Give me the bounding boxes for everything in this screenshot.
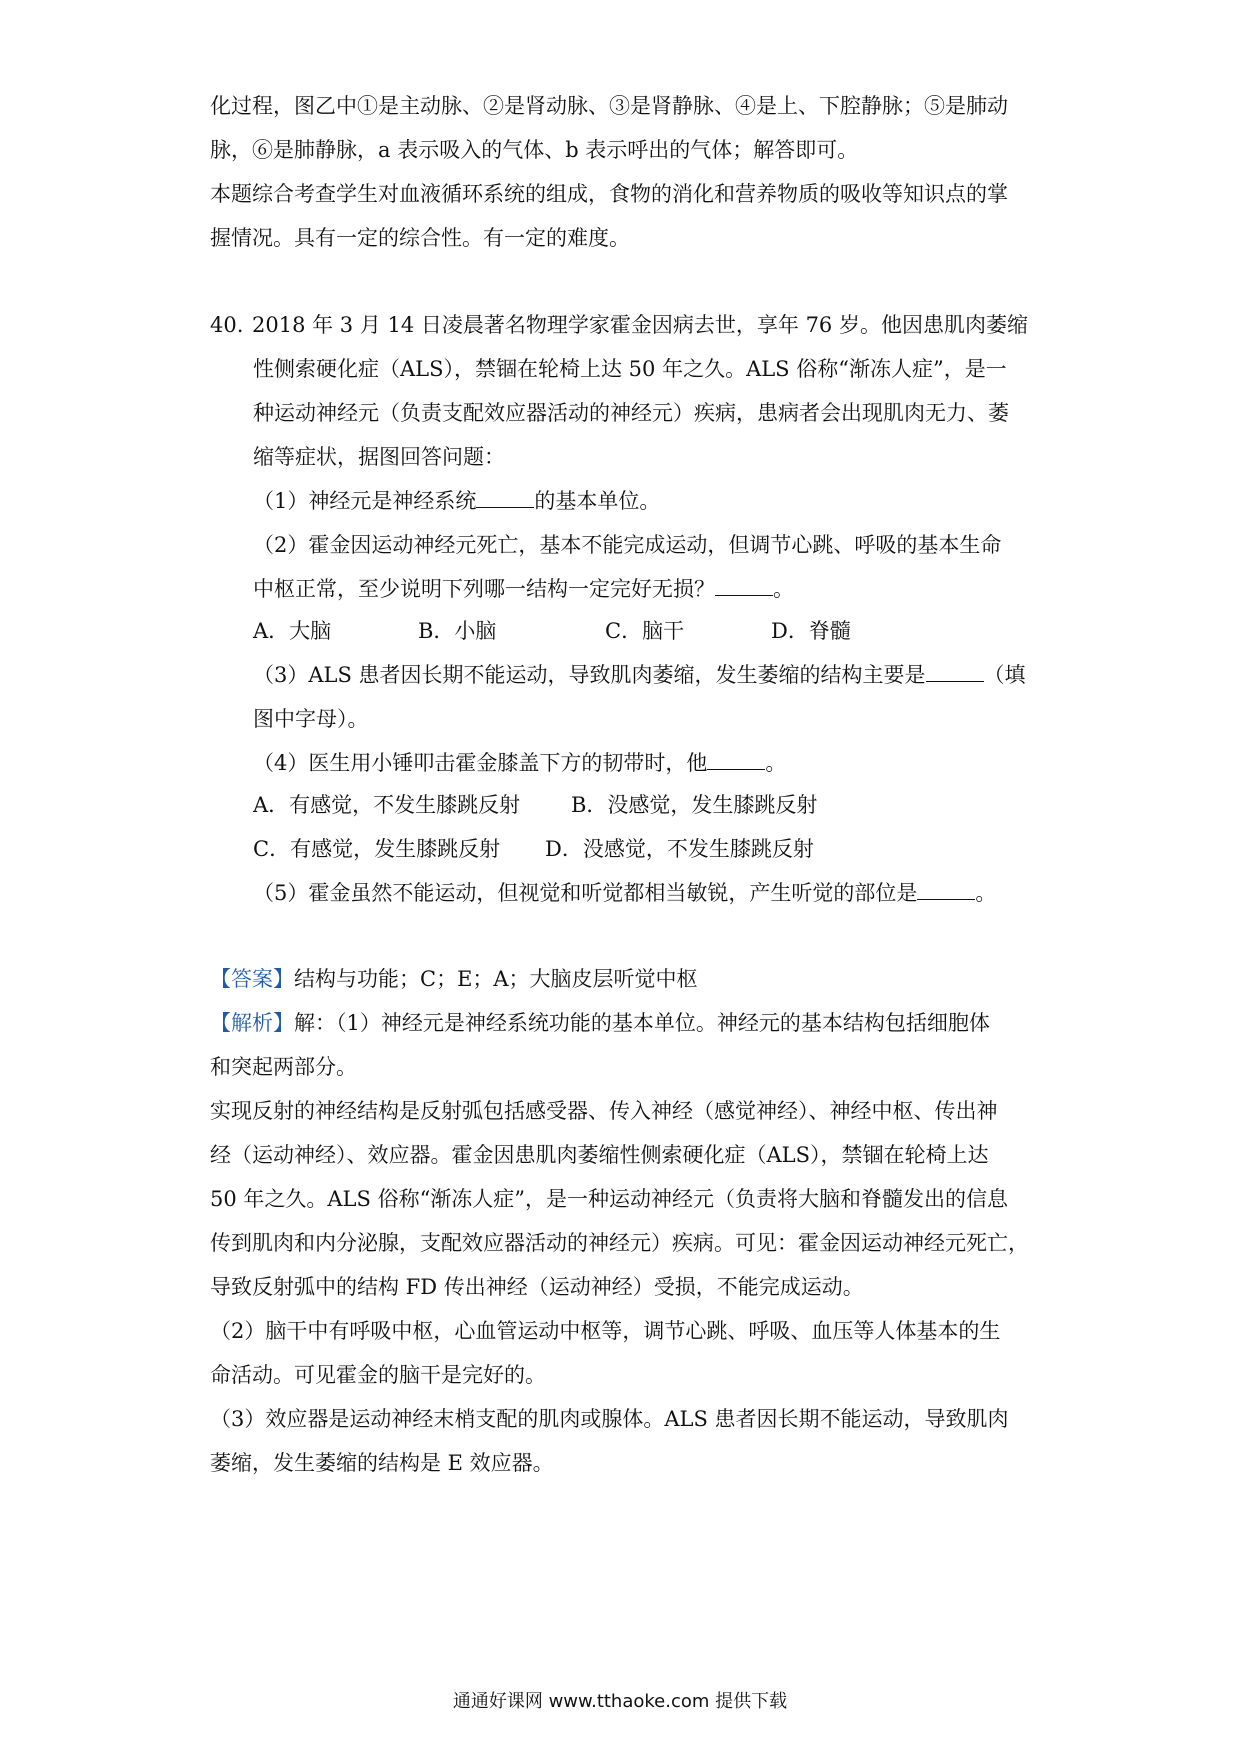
subquestion-3: （3）ALS 患者因长期不能运动，导致肌肉萎缩，发生萎缩的结构主要是 （填 [253,663,1026,687]
page-footer: 通通好课网 www.tthaoke.com 提供下载 [452,1691,788,1712]
answer-line [210,964,1040,994]
answer-blank [917,881,975,900]
answer-blank [476,489,534,508]
option-a: A．大脑 [253,619,332,643]
subquestion-1: （1）神经元是神经系统 的基本单位。 [253,489,661,513]
analysis-line: 和突起两部分。 [210,1055,357,1079]
answer-blank [715,577,773,596]
analysis-line: 命活动。可见霍金的脑干是完好的。 [210,1363,546,1387]
answer-text: 结构与功能；C；E；A；大脑皮层听觉中枢 [294,967,698,991]
question-stem-line [210,310,1040,340]
answer-label: 【答案】 [210,967,294,991]
prev-analysis-line: 本题综合考查学生对血液循环系统的组成，食物的消化和营养物质的吸收等知识点的掌 [210,182,1008,206]
answer-blank [926,663,984,682]
subquestion-5: （5）霍金虽然不能运动，但视觉和听觉都相当敏锐，产生听觉的部位是 。 [253,881,997,905]
analysis-line: （3）效应器是运动神经末梢支配的肌肉或腺体。ALS 患者因长期不能运动，导致肌肉 [210,1407,1009,1431]
question-stem-text: 2018 年 3 月 14 日凌晨著名物理学家霍金因病去世，享年 76 岁。他因患肌肉萎缩 [252,313,1028,337]
analysis-line: 萎缩，发生萎缩的结构是 E 效应器。 [210,1451,554,1475]
analysis-label: 【解析】 [210,1011,294,1035]
option-d: D．脊髓 [771,619,851,643]
option-a: A．有感觉，不发生膝跳反射 [253,793,521,817]
question-stem-line: 性侧索硬化症（ALS），禁锢在轮椅上达 50 年之久。ALS 俗称“渐冻人症”，是一 [253,357,1007,381]
analysis-line: 50 年之久。ALS 俗称“渐冻人症”，是一种运动神经元（负责将大脑和脊髓发出的信息 [210,1187,1009,1211]
analysis-line: 导致反射弧中的结构 FD 传出神经（运动神经）受损，不能完成运动。 [210,1275,864,1299]
answer-blank [707,751,765,770]
question-stem-line: 种运动神经元（负责支配效应器活动的神经元）疾病，患病者会出现肌肉无力、萎 [253,401,1009,425]
option-b: B．小脑 [418,619,497,643]
subquestion-3-line2: 图中字母）。 [253,707,369,731]
prev-analysis-line: 握情况。具有一定的综合性。有一定的难度。 [210,226,630,250]
analysis-line: 【解析】解：（1）神经元是神经系统功能的基本单位。神经元的基本结构包括细胞体 [210,1011,990,1035]
analysis-line: 实现反射的神经结构是反射弧包括感受器、传入神经（感觉神经）、神经中枢、传出神 [210,1099,998,1123]
prev-analysis-line: 脉，⑥是肺静脉，a 表示吸入的气体、b 表示呼出的气体；解答即可。 [210,138,859,162]
subquestion-2: （2）霍金因运动神经元死亡，基本不能完成运动，但调节心跳、呼吸的基本生命 [253,533,1002,557]
question-number: 40. [210,313,244,337]
analysis-line: （2）脑干中有呼吸中枢，心血管运动中枢等，调节心跳、呼吸、血压等人体基本的生 [210,1319,1001,1343]
option-d: D．没感觉，不发生膝跳反射 [545,837,814,861]
option-b: B．没感觉，发生膝跳反射 [571,793,818,817]
analysis-line: 经（运动神经）、效应器。霍金因患肌肉萎缩性侧索硬化症（ALS），禁锢在轮椅上达 [210,1143,989,1167]
question-stem-line: 缩等症状，据图回答问题： [253,445,505,469]
analysis-line: 传到肌肉和内分泌腺，支配效应器活动的神经元）疾病。可见：霍金因运动神经元死亡， [210,1231,1029,1255]
subquestion-2-line2: 中枢正常，至少说明下列哪一结构一定完好无损？ 。 [253,577,794,601]
subquestion-4: （4）医生用小锤叩击霍金膝盖下方的韧带时，他 。 [253,751,787,775]
option-c: C．有感觉，发生膝跳反射 [253,837,501,861]
prev-analysis-line: 化过程，图乙中①是主动脉、②是肾动脉、③是肾静脉、④是上、下腔静脉；⑤是肺动 [210,94,1008,118]
option-c: C．脑干 [605,619,685,643]
